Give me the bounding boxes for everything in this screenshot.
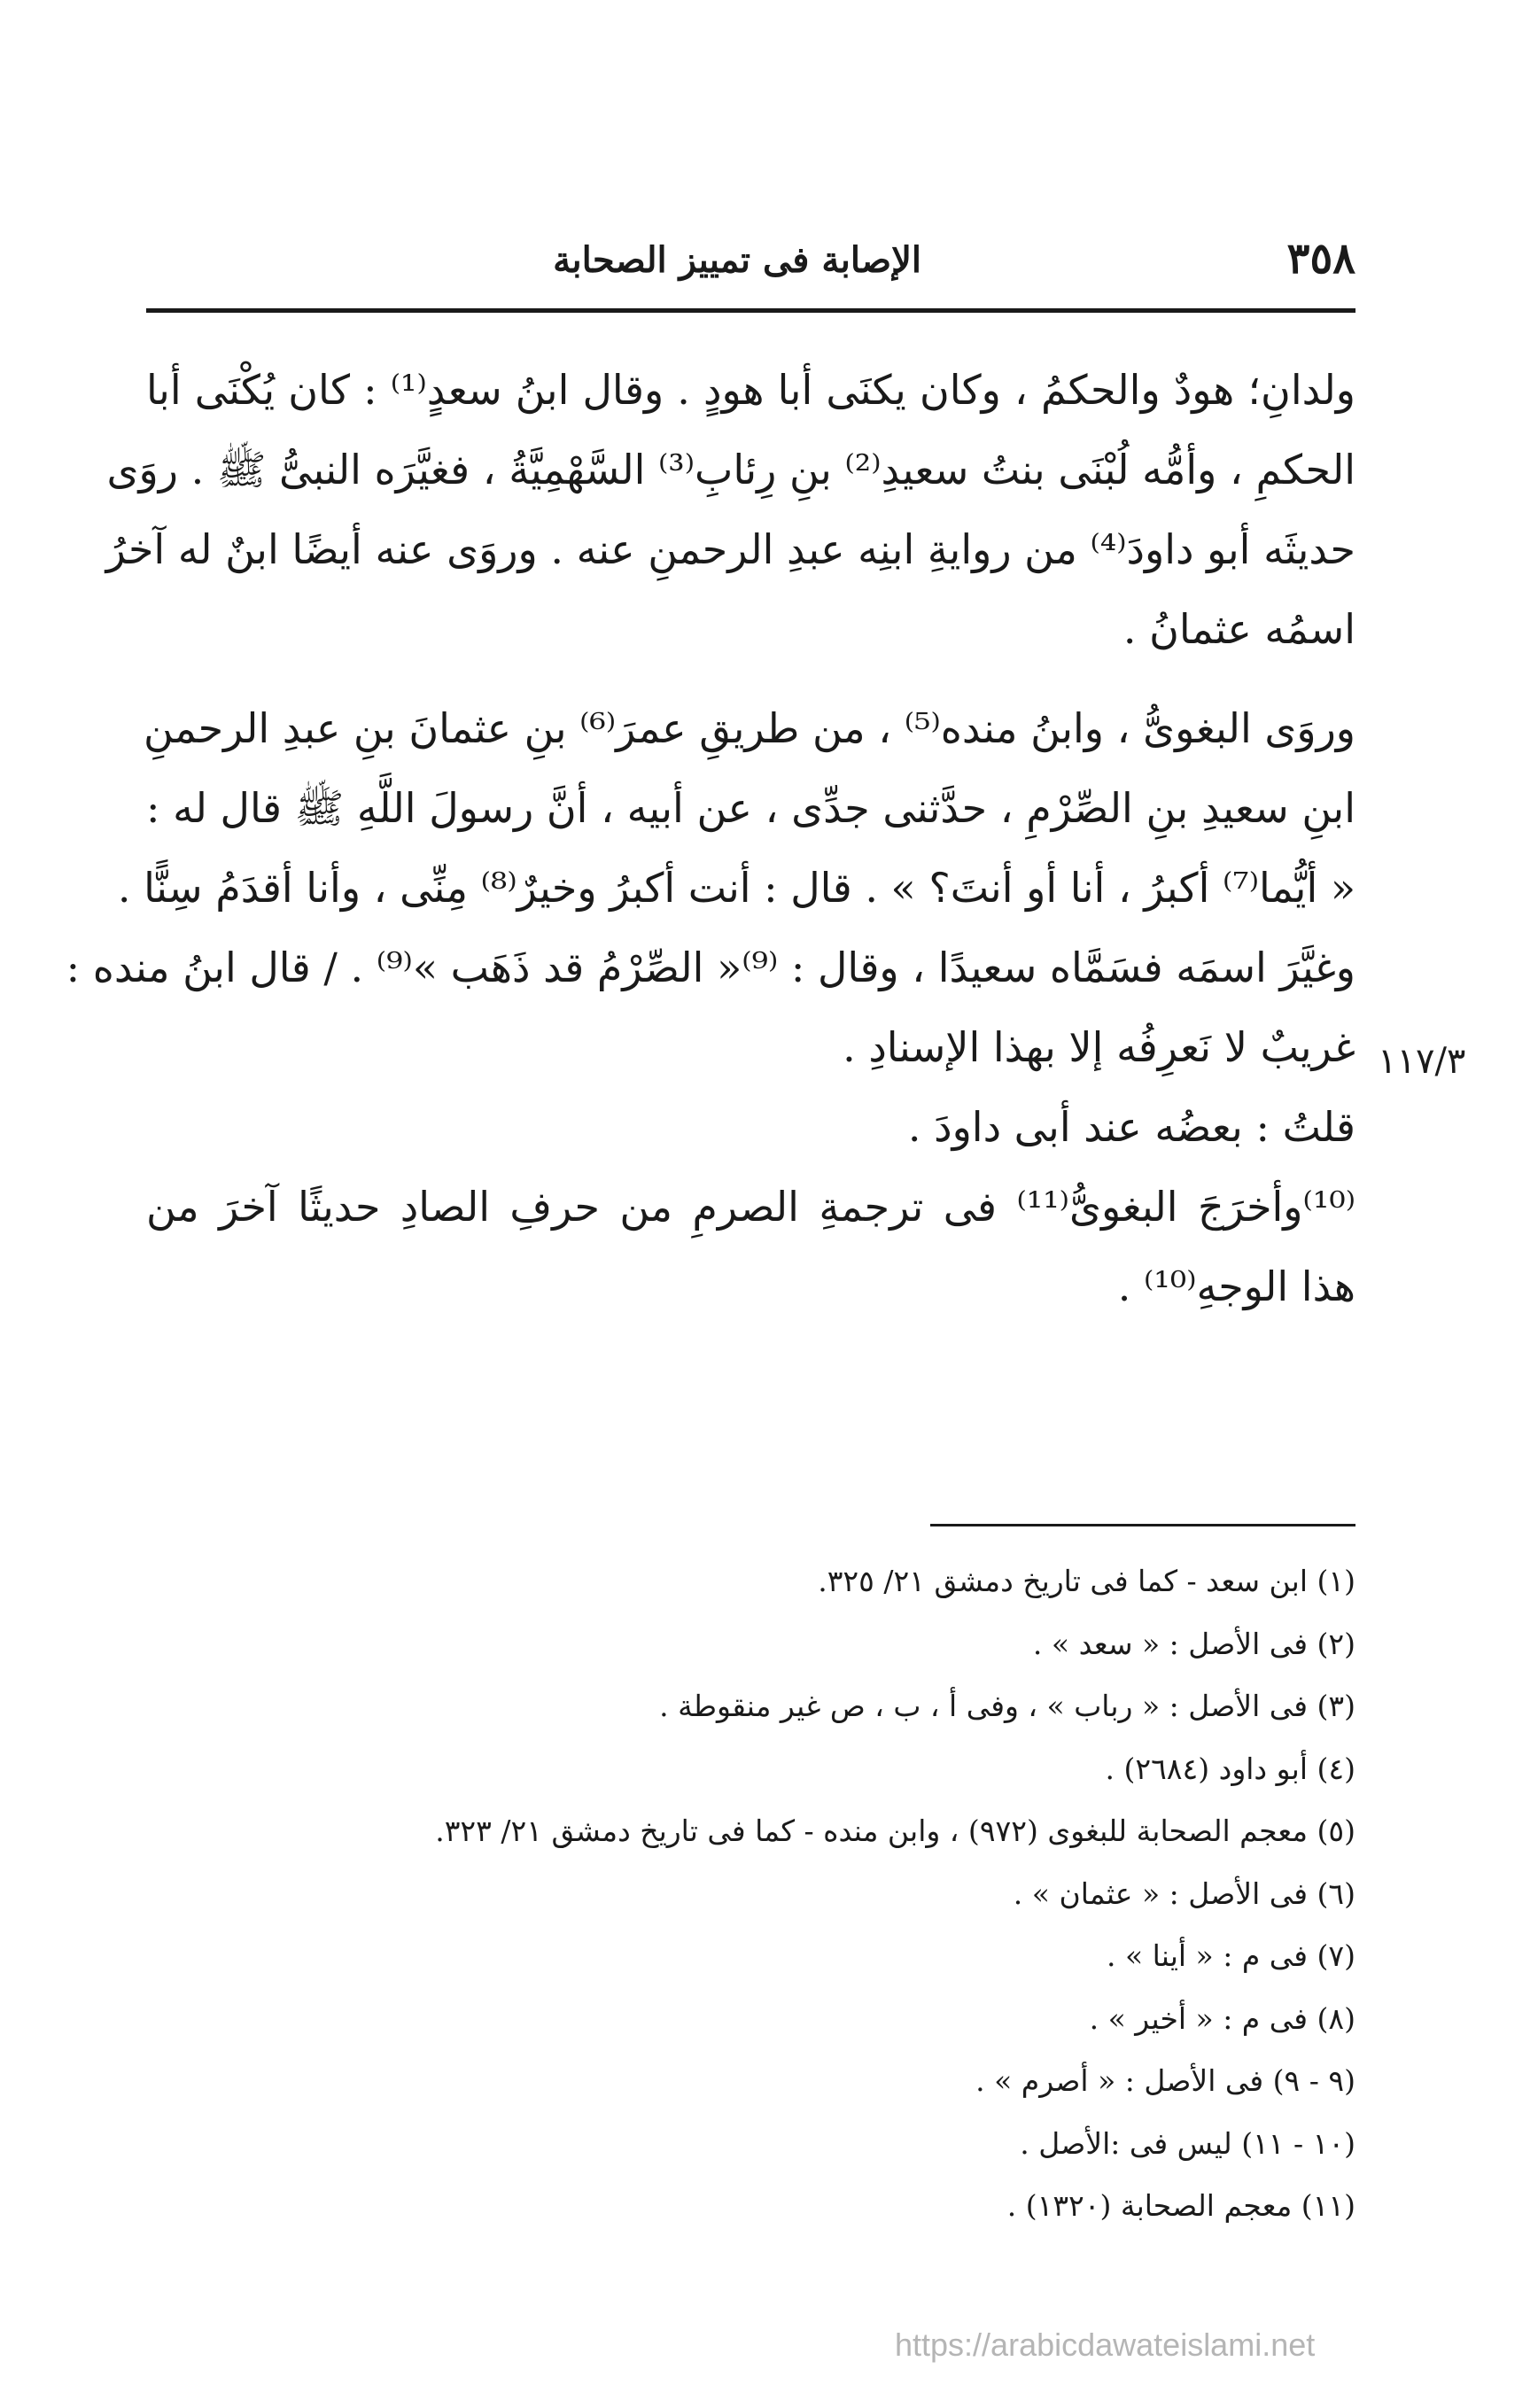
footnote: (٦) فى الأصل : « عثمان » . — [1013, 1876, 1355, 1911]
text-line: هذا الوجهِ⁽¹⁰⁾ . — [1117, 1262, 1355, 1310]
footnote: (١) ابن سعد - كما فى تاريخ دمشق ٢١/ ٣٢٥. — [818, 1564, 1355, 1598]
margin-reference: ١١٧/٣ — [1378, 1041, 1466, 1082]
footnote: (٤) أبو داود (٢٦٨٤) . — [1105, 1751, 1355, 1786]
footnote: (٣) فى الأصل : « رباب » ، وفى أ ، ب ، ص غير منقوطة . — [659, 1689, 1355, 1723]
footnote: (٨) فى م : « أخير » . — [1089, 2000, 1355, 2036]
running-title: الإصابة فى تمييز الصحابة — [553, 239, 921, 281]
footnotes — [146, 1550, 1355, 2238]
text-line: حديثَه أبو داودَ⁽⁴⁾ من روايةِ ابنِه عبدِ الرحمنِ عنه . وروَى عنه أيضًا ابنٌ له آخرُ — [105, 525, 1355, 573]
text-line: ولدانِ؛ هودٌ والحكمُ ، وكان يكنَى أبا هودٍ . وقال ابنُ سعدٍ⁽¹⁾ : كان يُكْنَى أبا — [146, 366, 1355, 414]
text-line: اسمُه عثمانُ . — [1122, 605, 1355, 653]
page-number: ٣٥٨ — [1286, 234, 1355, 284]
footnote-rule — [930, 1524, 1355, 1526]
footnote: (١٠ - ١١) ليس فى :الأصل . — [1020, 2125, 1355, 2161]
text-line: وروَى البغوىُّ ، وابنُ منده⁽⁵⁾ ، من طريقِ عمرَ⁽⁶⁾ بنِ عثمانَ بنِ عبدِ الرحمنِ — [143, 704, 1355, 752]
text-line: « أيُّما⁽⁷⁾ أكبرُ ، أنا أو أنتَ؟ » . قال : أنت أكبرُ وخيرٌ⁽⁸⁾ مِنِّى ، وأنا أقدَمُ سِنًّا . — [117, 864, 1355, 912]
main-text — [66, 350, 1356, 1326]
header-rule — [146, 308, 1355, 313]
text-line: ابنِ سعيدِ بنِ الصِّرْمِ ، حدَّثنى جدِّى ، عن أبيه ، أنَّ رسولَ اللَّهِ ﷺ قال له : — [146, 784, 1355, 832]
paragraph-gap — [146, 669, 1355, 688]
watermark-url: https://arabicdawateislami.net — [895, 2326, 1316, 2363]
text-line: غريبٌ لا نَعرِفُه إلا بهذا الإسنادِ . — [843, 1023, 1355, 1071]
footnote: (٧) فى م : « أينا » . — [1107, 1938, 1355, 1973]
footnote: (٩ - ٩) فى الأصل : « أصرم » . — [975, 2063, 1355, 2098]
footnote: (٢) فى الأصل : « سعد » . — [1032, 1626, 1355, 1661]
text-line: الحكمِ ، وأمُّه لُبْنَى بنتُ سعيدِ⁽²⁾ بنِ رِئابِ⁽³⁾ السَّهْمِيَّةُ ، فغيَّرَه النبىُّ ﷺ . روَى — [106, 446, 1355, 493]
footnote: (٥) معجم الصحابة للبغوى (٩٧٢) ، وابن منده - كما فى تاريخ دمشق ٢١/ ٣٢٣. — [435, 1814, 1355, 1848]
footnote: (١١) معجم الصحابة (١٣٢٠) . — [1006, 2188, 1355, 2223]
text-line: ⁽¹⁰⁾وأخرَجَ البغوىُّ⁽¹¹⁾ فى ترجمةِ الصرمِ من حرفِ الصادِ حديثًا آخرَ من — [146, 1183, 1356, 1231]
text-line: قلتُ : بعضُه عند أبى داودَ . — [907, 1103, 1355, 1151]
text-line: وغيَّرَ اسمَه فسَمَّاه سعيدًا ، وقال : ⁽⁹⁾« الصِّرْمُ قد ذَهَب »⁽⁹⁾ . / قال ابنُ منده : — [66, 944, 1355, 991]
page-header — [146, 232, 1355, 285]
